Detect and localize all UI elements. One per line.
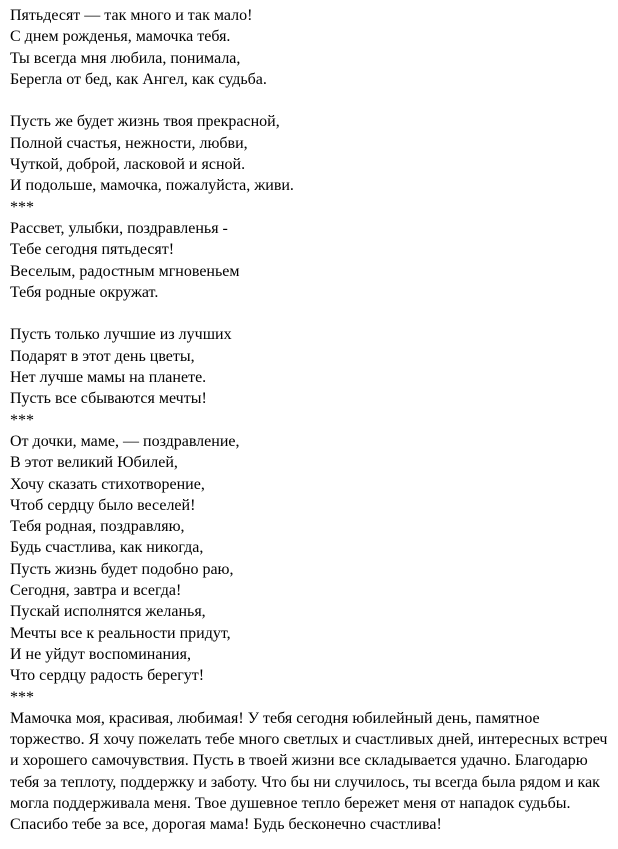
poem-2-stanza-2 bbox=[10, 324, 612, 409]
poem-line: Веселым, радостным мгновеньем bbox=[10, 262, 240, 280]
poem-line: Мечты все к реальности придут, bbox=[10, 624, 231, 642]
poem-line: Нет лучше мамы на планете. bbox=[10, 369, 207, 387]
stanza-gap bbox=[10, 90, 612, 111]
poem-line: Хочу сказать стихотворение, bbox=[10, 475, 205, 493]
poem-2 bbox=[10, 218, 612, 410]
poem-1-stanza-1 bbox=[10, 5, 612, 90]
poem-line: Берегла от бед, как Ангел, как судьба. bbox=[10, 70, 267, 88]
poem-line: Пусть только лучшие из лучших bbox=[10, 326, 232, 344]
poem-3 bbox=[10, 431, 612, 687]
poem-1 bbox=[10, 5, 612, 197]
poem-line: Что сердцу радость берегут! bbox=[10, 667, 205, 685]
poem-line: И подольше, мамочка, пожалуйста, живи. bbox=[10, 177, 294, 195]
poem-line: Рассвет, улыбки, поздравленья - bbox=[10, 219, 228, 237]
poem-line: Чуткой, доброй, ласковой и ясной. bbox=[10, 156, 246, 174]
poem-line: Ты всегда мня любила, понимала, bbox=[10, 49, 241, 67]
poem-line: Тебя родная, поздравляю, bbox=[10, 518, 185, 536]
poem-1-stanza-2 bbox=[10, 111, 612, 196]
poem-line: Пятьдесят — так много и так мало! bbox=[10, 7, 253, 24]
poem-line: От дочки, маме, — поздравление, bbox=[10, 432, 240, 450]
poem-line: Пусть же будет жизнь твоя прекрасной, bbox=[10, 113, 280, 131]
poem-line: Пусть все сбываются мечты! bbox=[10, 390, 207, 408]
poem-line: Пусть жизнь будет подобно раю, bbox=[10, 560, 234, 578]
poem-line: И не уйдут воспоминания, bbox=[10, 645, 191, 663]
poem-line: Тебе сегодня пятьдесят! bbox=[10, 241, 175, 259]
section-separator: *** bbox=[10, 198, 34, 216]
prose-greeting: Мамочка моя, красивая, любимая! У тебя сегодня юбилейный день, памятное торжество. Я хочу пожелать тебе много светлых и счастливых дней, интересных встреч и хорошего самочувствия. Пусть в твоей жизни все складывается удачно. Благодарю тебя за теплоту, поддержку и заботу. Что бы ни случилось, ты всегда была рядом и как могла поддерживала меня. Твое душевное тепло бережет меня от нападок судьбы. Спасибо тебе за все, дорогая мама! Будь бесконечно счастлива! bbox=[10, 709, 608, 834]
poem-line: Подарят в этот день цветы, bbox=[10, 347, 195, 365]
greeting-document bbox=[10, 5, 612, 836]
poem-line: Пускай исполнятся желанья, bbox=[10, 603, 206, 621]
poem-line: В этот великий Юбилей, bbox=[10, 454, 178, 472]
poem-line: Полной счастья, нежности, любви, bbox=[10, 134, 248, 152]
section-separator: *** bbox=[10, 688, 34, 706]
poem-line: С днем рожденья, мамочка тебя. bbox=[10, 28, 231, 46]
poem-2-stanza-1 bbox=[10, 218, 612, 303]
poem-line: Тебя родные окружат. bbox=[10, 283, 159, 301]
poem-line: Чтоб сердцу было веселей! bbox=[10, 496, 196, 514]
stanza-gap bbox=[10, 303, 612, 324]
section-separator: *** bbox=[10, 411, 34, 429]
poem-line: Будь счастлива, как никогда, bbox=[10, 539, 204, 557]
poem-line: Сегодня, завтра и всегда! bbox=[10, 582, 182, 600]
